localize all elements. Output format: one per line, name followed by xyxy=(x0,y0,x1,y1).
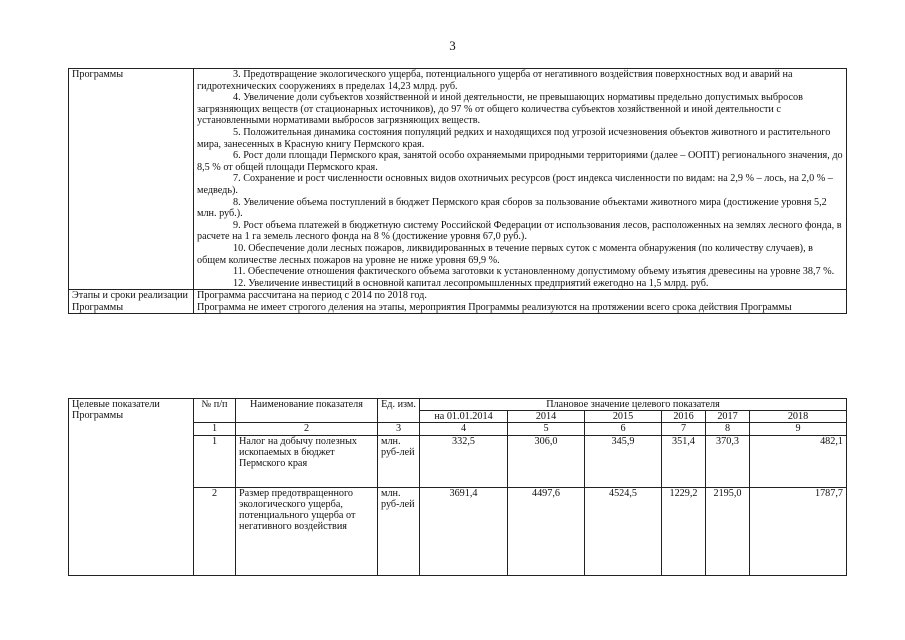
column-number: 9 xyxy=(750,423,847,435)
indicators-table xyxy=(68,398,847,576)
column-number: 2 xyxy=(236,423,378,435)
goal-paragraph: 3. Предотвращение экологического ущерба, потенциального ущерба от негативного воздействия поверхностных вод и аварий на гидротехнических сооружениях в пределах 14,23 млрд. руб. xyxy=(197,69,793,92)
program-passport-table xyxy=(68,68,847,314)
row-label: Этапы и сроки реализации Программы xyxy=(69,290,194,314)
page-number: 3 xyxy=(449,38,456,53)
row-num: 2 xyxy=(194,487,236,575)
row-value: 1787,7 xyxy=(750,487,847,575)
header-year: 2018 xyxy=(750,411,847,423)
stages-paragraph: Программа рассчитана на период с 2014 по 2018 год. xyxy=(197,290,427,302)
header-year: 2015 xyxy=(585,411,662,423)
column-number: 1 xyxy=(194,423,236,435)
header-year: на 01.01.2014 xyxy=(420,411,508,423)
row-value: 332,5 xyxy=(420,435,508,487)
column-number: 5 xyxy=(508,423,585,435)
goal-paragraph: 11. Обеспечение отношения фактического объема заготовки к установленному допустимому объему изъятия древесины на уровне 38,7 %. xyxy=(233,266,835,278)
row-value: 345,9 xyxy=(585,435,662,487)
row-value: 482,1 xyxy=(750,435,847,487)
row-unit: млн. руб-лей xyxy=(378,435,420,487)
goal-paragraph: 7. Сохранение и рост численности основных видов охотничьих ресурсов (рост индекса численности по видам: на 2,9 % – лось, на 2,0 % – медведь). xyxy=(197,173,833,196)
stages-paragraph: Программа не имеет строгого деления на этапы, мероприятия Программы реализуются на протяжении всего срока действия Программы xyxy=(197,301,792,313)
goal-paragraph: 4. Увеличение доли субъектов хозяйственной и иной деятельности, не превышающих нормативы предельно допустимых выбросов загрязняющих веществ (от стационарных источников), до 97 % от общего количества субъектов хозяйственной и иной деятельности с установленными нормативами выбросов загрязняющих веществ. xyxy=(197,92,803,127)
stages-cell xyxy=(194,290,847,314)
column-number: 4 xyxy=(420,423,508,435)
goal-paragraph: 9. Рост объема платежей в бюджетную систему Российской Федерации от использования лесов, расположенных на землях лесного фонда, в расчете на 1 га земель лесного фонда на 8 % (достижение уровня 67,0 руб.). xyxy=(197,219,842,243)
goal-paragraph: 8. Увеличение объема поступлений в бюджет Пермского края сборов за пользование объектами животного мира (достижение уровня 5,2 млн. руб.). xyxy=(197,196,827,220)
row-value: 4497,6 xyxy=(508,487,585,575)
stages-row xyxy=(69,290,847,314)
row-value: 2195,0 xyxy=(706,487,750,575)
column-number: 3 xyxy=(378,423,420,435)
header-year: 2016 xyxy=(662,411,706,423)
header-row xyxy=(69,399,847,411)
row-value: 351,4 xyxy=(662,435,706,487)
goal-paragraph: 5. Положительная динамика состояния популяций редких и находящихся под угрозой исчезновения объектов животного и растительного мира, занесенных в Красную книгу Пермского края. xyxy=(197,126,831,150)
header-num: № п/п xyxy=(194,399,236,423)
column-number: 6 xyxy=(585,423,662,435)
header-planned: Плановое значение целевого показателя xyxy=(420,399,847,411)
goal-paragraph: 6. Рост доли площади Пермского края, занятой особо охраняемыми природными территориями (далее – ООПТ) регионального значения, до 8,5 % от общей площади Пермского края. xyxy=(197,150,843,173)
row-label: Программы xyxy=(69,69,194,290)
program-goals-row xyxy=(69,69,847,290)
header-unit: Ед. изм. xyxy=(378,399,420,423)
row-num: 1 xyxy=(194,435,236,487)
row-indicator-name: Налог на добычу полезных ископаемых в бюджет Пермского края xyxy=(236,435,378,487)
header-name: Наименование показателя xyxy=(236,399,378,423)
row-value: 4524,5 xyxy=(585,487,662,575)
row-value: 306,0 xyxy=(508,435,585,487)
goal-paragraph: 12. Увеличение инвестиций в основной капитал лесопромышленных предприятий ежегодно на 1,5 млрд. руб. xyxy=(233,277,709,289)
column-number: 8 xyxy=(706,423,750,435)
header-year: 2017 xyxy=(706,411,750,423)
column-number: 7 xyxy=(662,423,706,435)
row-value: 1229,2 xyxy=(662,487,706,575)
program-goals-cell xyxy=(194,69,847,290)
goal-paragraph: 10. Обеспечение доли лесных пожаров, ликвидированных в течение первых суток с момента обнаружения (по количеству случаев), в общем количестве лесных пожаров на уровне не ниже уровня 69,9 %. xyxy=(197,242,813,266)
section-label: Целевые показатели Программы xyxy=(69,399,194,576)
row-indicator-name: Размер предотвращенного экологического ущерба, потенциального ущерба от негативного воздействия xyxy=(236,487,378,575)
row-unit: млн. руб-лей xyxy=(378,487,420,575)
row-value: 370,3 xyxy=(706,435,750,487)
header-year: 2014 xyxy=(508,411,585,423)
row-value: 3691,4 xyxy=(420,487,508,575)
